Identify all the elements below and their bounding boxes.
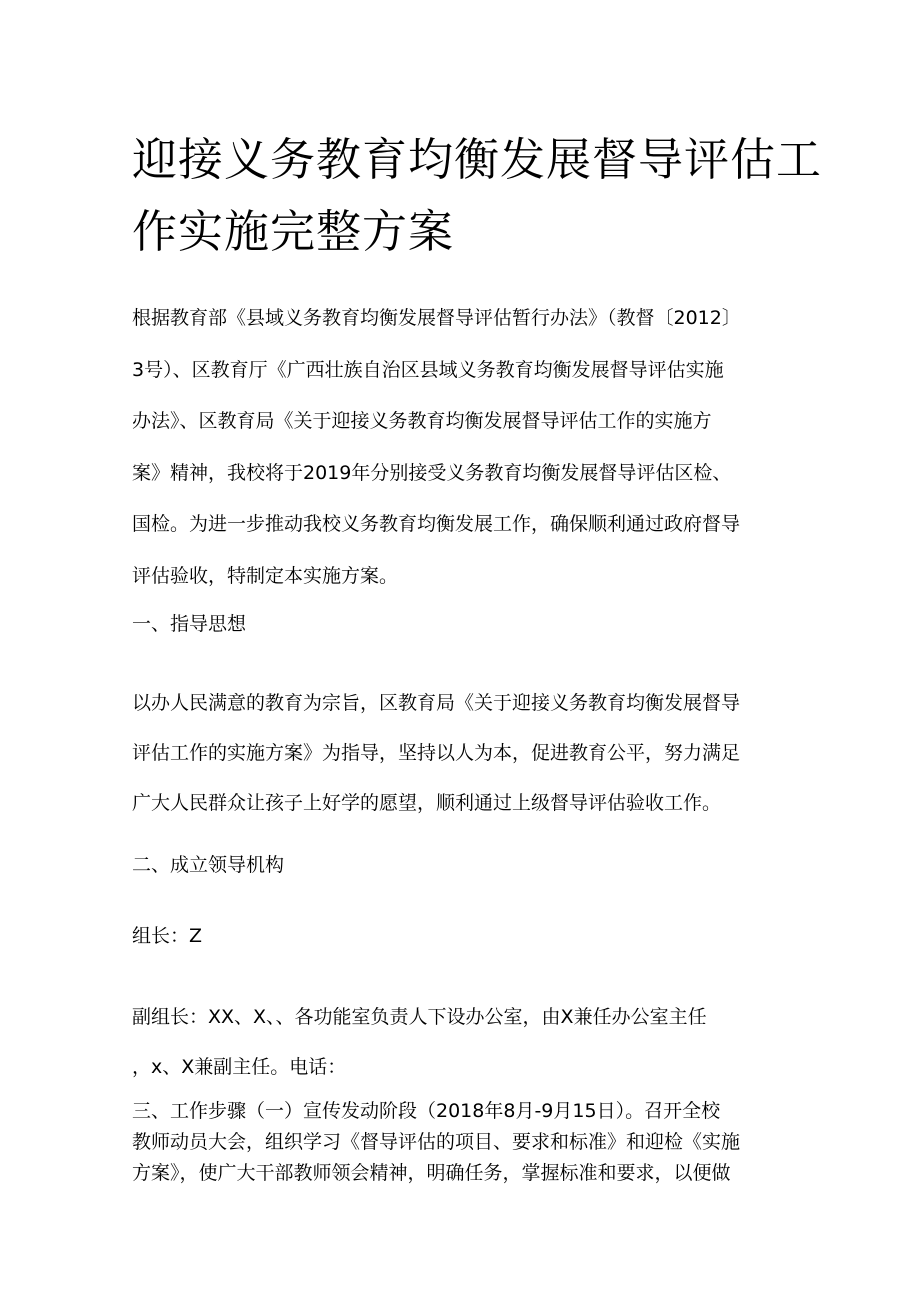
section-heading-guiding-thought: 一、指导思想 xyxy=(132,613,247,635)
paragraph-line: 方案》，使广大干部教师领会精神，明确任务，掌握标准和要求，以便做 xyxy=(132,1162,731,1184)
paragraph-line: 以办人民满意的教育为宗旨，区教育局《关于迎接义务教育均衡发展督导 xyxy=(132,692,741,714)
intro-line: 国检。为进一步推动我校义务教育均衡发展工作，确保顺利通过政府督导 xyxy=(132,513,741,535)
paragraph-line: 广大人民群众让孩子上好学的愿望，顺利通过上级督导评估验收工作。 xyxy=(132,792,722,814)
work-steps-paragraph xyxy=(132,1096,780,1189)
paragraph-line: 副组长：XX、X、、各功能室负责人下设办公室，由X兼任办公室主任 xyxy=(132,1006,707,1028)
deputy-paragraph xyxy=(132,992,780,1092)
intro-line: 办法》、区教育局《关于迎接义务教育均衡发展督导评估工作的实施方 xyxy=(132,410,712,432)
title-line: 作实施完整方案 xyxy=(132,205,455,258)
intro-line: 根据教育部《县域义务教育均衡发展督导评估暂行办法》（教督〔2012〕 xyxy=(132,307,741,329)
paragraph-line: 三、工作步骤（一）宣传发动阶段（2018年8月-9月15日）。召开全校 xyxy=(132,1100,721,1122)
intro-paragraph xyxy=(132,293,780,602)
intro-line: 案》精神，我校将于2019年分别接受义务教育均衡发展督导评估区检、 xyxy=(132,461,732,484)
leader-line: 组长：Z xyxy=(132,925,203,947)
paragraph-line: ，x、X兼副主任。电话： xyxy=(132,1056,347,1078)
document-title xyxy=(132,124,823,268)
guiding-thought-paragraph xyxy=(132,678,780,828)
intro-line: 评估验收，特制定本实施方案。 xyxy=(132,564,399,587)
title-line: 迎接义务教育均衡发展督导评估工 xyxy=(132,133,823,186)
intro-line: 3号）、区教育厅《广西壮族自治区县域义务教育均衡发展督导评估实施 xyxy=(132,358,724,381)
paragraph-line: 教师动员大会，组织学习《督导评估的项目、要求和标准》和迎检《实施 xyxy=(132,1131,741,1153)
paragraph-line: 评估工作的实施方案》为指导，坚持以人为本，促进教育公平，努力满足 xyxy=(132,742,741,764)
section-heading-leadership: 二、成立领导机构 xyxy=(132,854,285,876)
